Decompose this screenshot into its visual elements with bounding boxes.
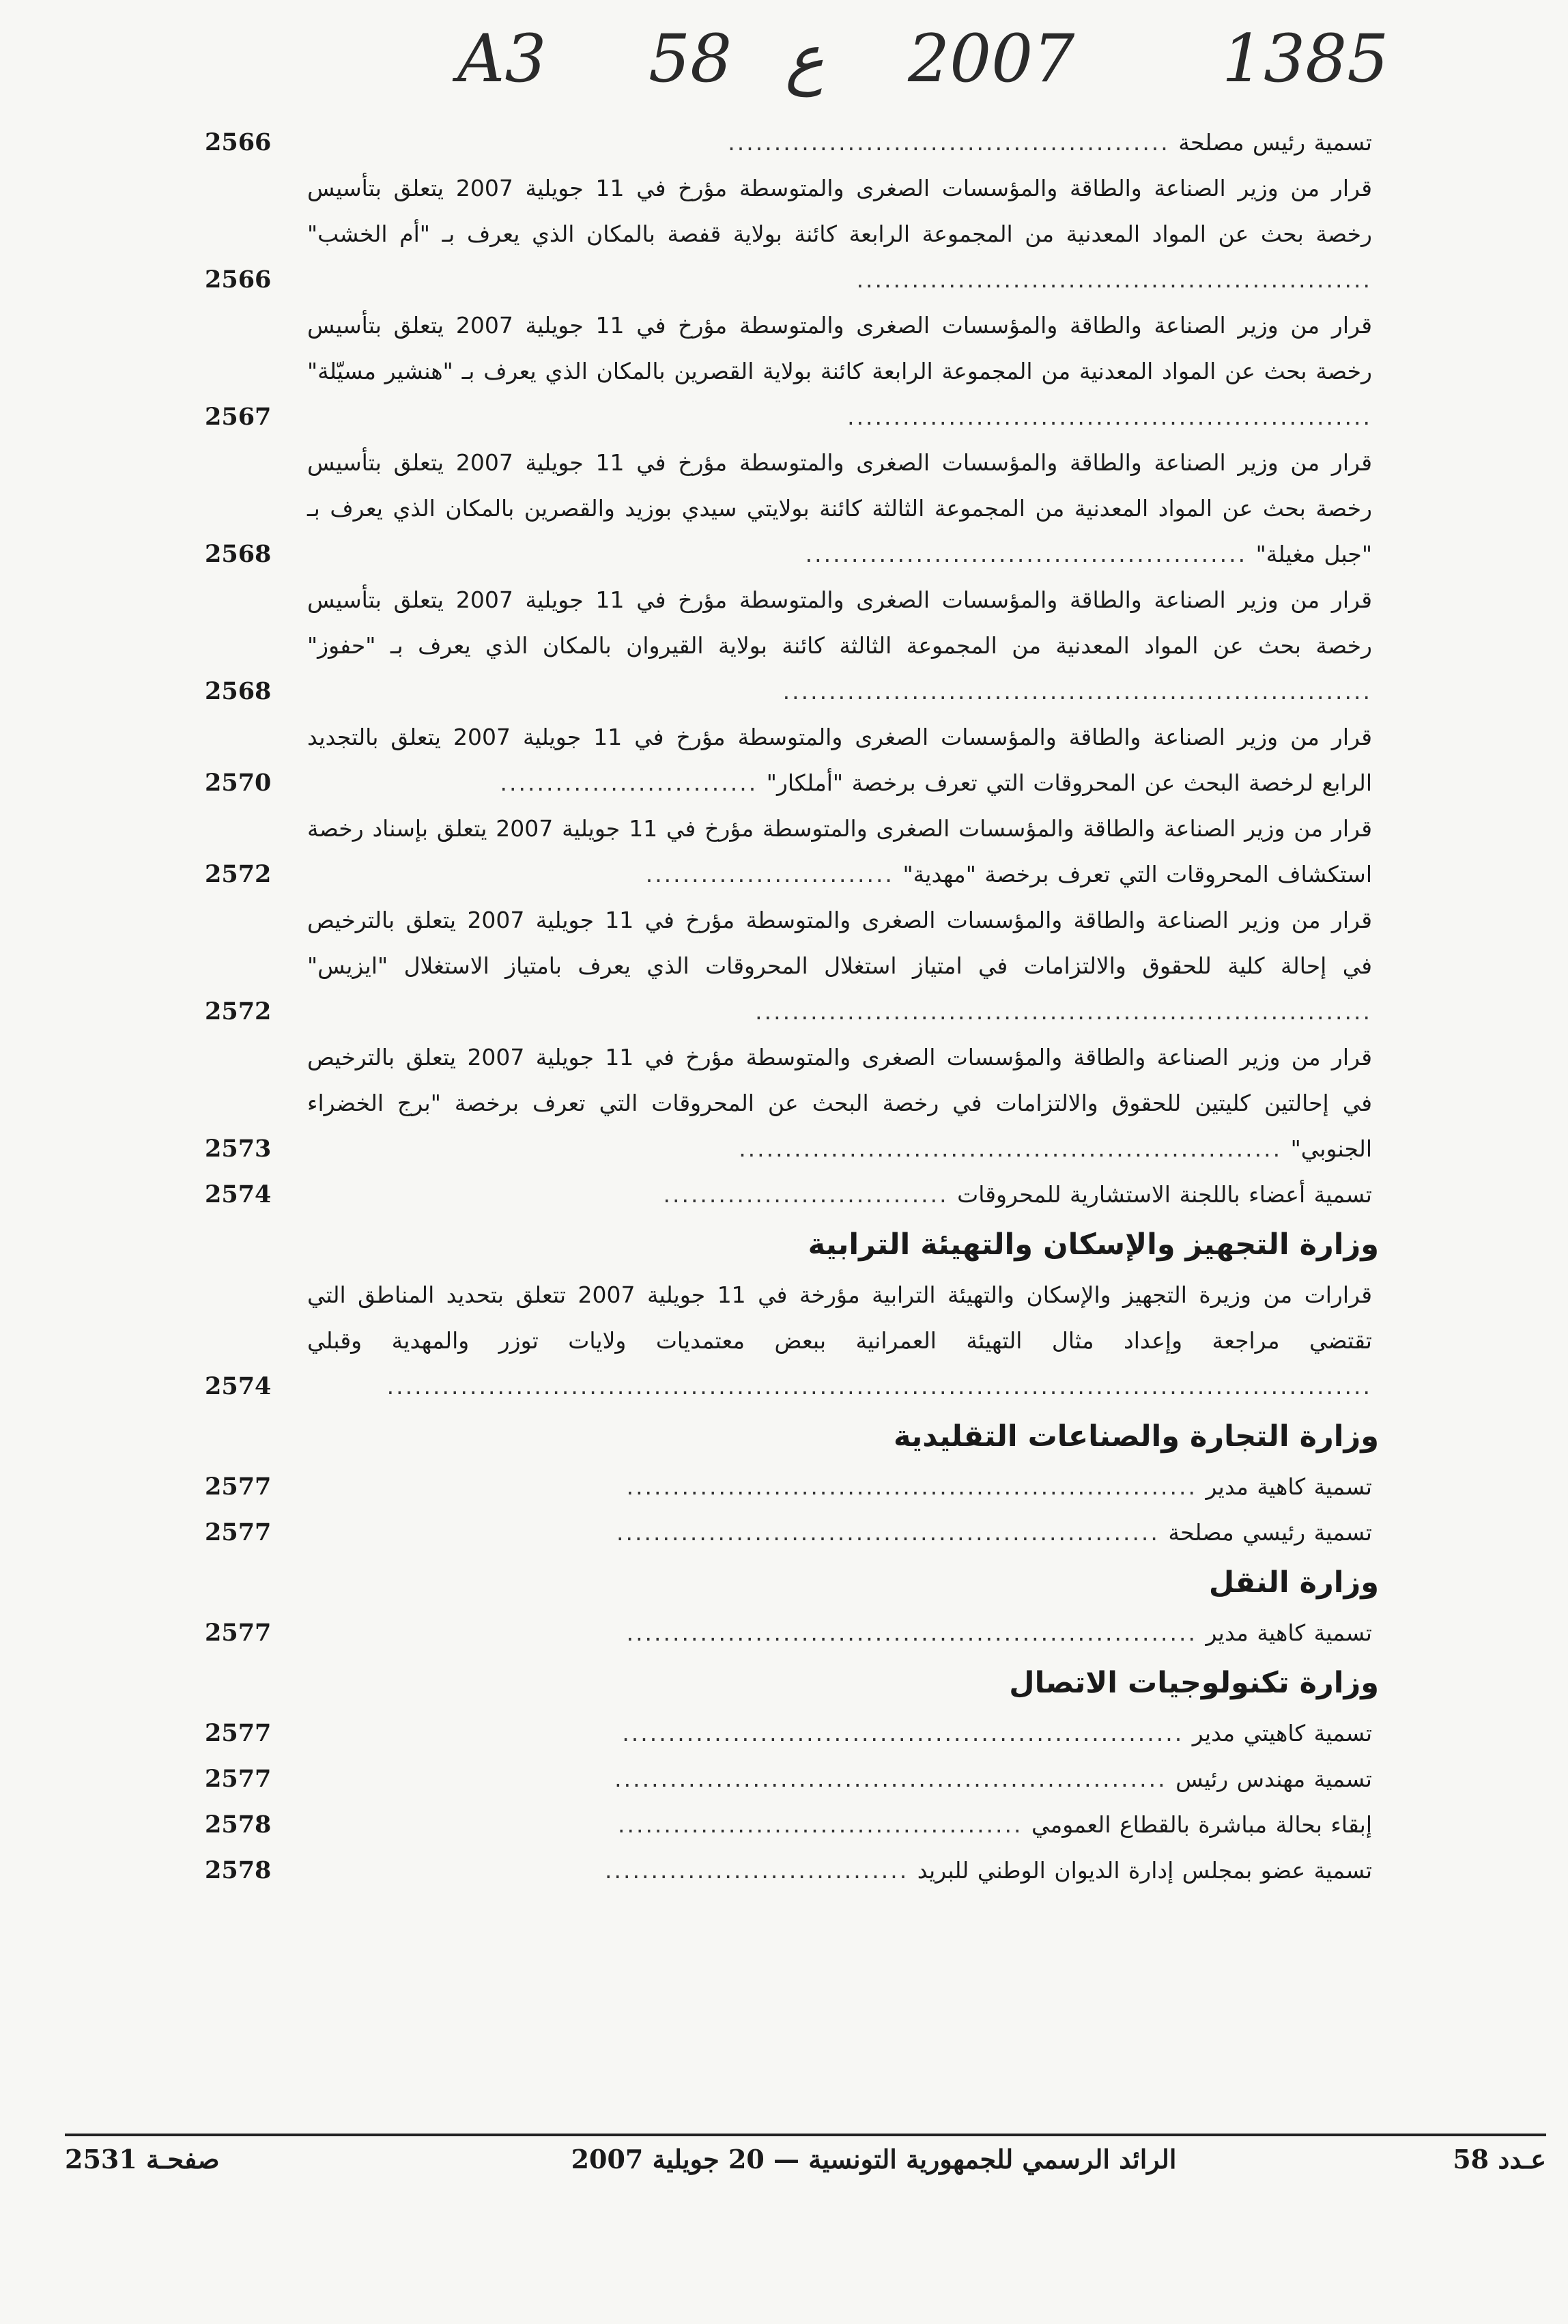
leader-dots: ......................................................... xyxy=(847,403,1372,430)
ministry-heading: وزارة التجارة والصناعات التقليدية xyxy=(894,1419,1379,1454)
ministry-heading: وزارة تكنولوجيات الاتصال xyxy=(1009,1666,1379,1700)
toc-entry-text xyxy=(307,302,1372,440)
leader-dots: ................................................................... xyxy=(755,998,1372,1025)
toc-page-number: 2577 xyxy=(205,1518,272,1546)
ministry-heading: وزارة التجهيز والإسكان والتهيئة الترابية xyxy=(808,1228,1379,1262)
toc-page-number: 2577 xyxy=(205,1619,272,1647)
toc-entry xyxy=(205,1464,1372,1510)
toc-entry-text xyxy=(307,1464,1372,1510)
leader-dots: ........................................................ xyxy=(856,266,1372,293)
toc-entry-title: تسمية رئيس مصلحة xyxy=(1178,129,1372,156)
toc-entry xyxy=(205,577,1372,714)
toc-page-number: 2574 xyxy=(205,1180,272,1208)
toc-page-number: 2567 xyxy=(205,403,272,431)
leader-dots: ................................................................ xyxy=(782,678,1372,705)
toc-entry-title: قرارات من وزيرة التجهيز والإسكان والتهيئة الترابية مؤرخة في 11 جويلية 2007 تتعلق بتحديد المناطق التي تقتضي مراجعة وإعداد مثال التهيئة العمرانية ببعض معتمديات ولايات توزر والمهدية وقبلي xyxy=(307,1281,1373,1354)
toc-entry xyxy=(205,1802,1372,1847)
leader-dots: ........................................................... xyxy=(739,1135,1283,1162)
leader-dots: ................................................ xyxy=(805,541,1248,567)
leader-dots: ................................. xyxy=(605,1857,909,1884)
toc-entry-text xyxy=(307,1756,1372,1802)
ministry-heading: وزارة النقل xyxy=(1208,1565,1379,1600)
issue-number: عـدد 58 xyxy=(1453,2144,1546,2174)
toc-page-number: 2566 xyxy=(205,266,272,294)
toc-page-number: 2577 xyxy=(205,1765,272,1793)
footer-divider xyxy=(65,2134,1546,2136)
toc-entry-title: تسمية كاهيتي مدير xyxy=(1192,1720,1372,1746)
toc-entry-title: قرار من وزير الصناعة والطاقة والمؤسسات الصغرى والمتوسطة مؤرخ في 11 جويلية 2007 يتعلق بتأسيس رخصة بحث عن المواد المعدنية من المجموعة الرابعة كائنة بولاية القصرين بالمكان الذي يعرف بـ "هنشير مسيّلة" xyxy=(307,312,1372,384)
toc-entry xyxy=(205,1510,1372,1555)
leader-dots: ........................... xyxy=(645,861,894,888)
toc-entry-title: تسمية كاهية مدير xyxy=(1206,1619,1372,1646)
handwritten-note: ع xyxy=(785,20,825,97)
toc-page-number: 2577 xyxy=(205,1719,272,1747)
toc-page-number: 2573 xyxy=(205,1135,272,1163)
toc-page-number: 2566 xyxy=(205,128,272,156)
toc-entry-text xyxy=(307,1172,1372,1217)
toc-entry-title: قرار من وزير الصناعة والطاقة والمؤسسات الصغرى والمتوسطة مؤرخ في 11 جويلية 2007 يتعلق بالترخيص في إحالة كلية للحقوق والالتزامات في امتياز استغلال المحروقات الذي يعرف بامتياز الاستغلال "ايزيس" xyxy=(307,907,1373,979)
leader-dots: ............................................................ xyxy=(614,1766,1167,1792)
toc-page-number: 2578 xyxy=(205,1856,272,1884)
journal-title-date: الرائد الرسمي للجمهورية التونسية — 20 جويلية 2007 xyxy=(571,2144,1177,2174)
toc-entry-text xyxy=(307,1802,1372,1847)
leader-dots: .............................................................. xyxy=(626,1619,1197,1646)
toc-entry xyxy=(205,1034,1372,1172)
leader-dots: ............................................................. xyxy=(622,1720,1184,1746)
leader-dots: ................................................ xyxy=(728,129,1170,156)
toc-entry-text xyxy=(307,1847,1372,1893)
toc-entry-text xyxy=(307,165,1372,302)
toc-entry-text xyxy=(307,119,1372,165)
toc-entry-text xyxy=(307,806,1372,897)
toc-entry xyxy=(205,119,1372,165)
toc-page-number: 2570 xyxy=(205,769,272,797)
handwritten-note: 1385 xyxy=(1222,20,1389,97)
toc-entry xyxy=(205,1756,1372,1802)
toc-entry-text xyxy=(307,440,1372,577)
toc-entry xyxy=(205,1272,1372,1409)
toc-entry-text xyxy=(307,714,1372,806)
toc-page-number: 2568 xyxy=(205,540,272,568)
toc-entry xyxy=(205,440,1372,577)
toc-entry-title: قرار من وزير الصناعة والطاقة والمؤسسات الصغرى والمتوسطة مؤرخ في 11 جويلية 2007 يتعلق بتأسيس رخصة بحث عن المواد المعدنية من المجموعة الرابعة كائنة بولاية قفصة بالمكان الذي يعرف بـ "أم الخشب" xyxy=(307,175,1372,247)
leader-dots: ............................................ xyxy=(617,1811,1023,1838)
toc-entry-title: قرار من وزير الصناعة والطاقة والمؤسسات الصغرى والمتوسطة مؤرخ في 11 جويلية 2007 يتعلق بتأسيس رخصة بحث عن المواد المعدنية من المجموعة الثالثة كائنة بولايتي سيدي بوزيد والقصرين بالمكان الذي يعرف بـ "جبل مغيلة" xyxy=(307,449,1372,567)
toc-entry xyxy=(205,1847,1372,1893)
page-footer xyxy=(65,2144,1546,2185)
toc-entry-title: قرار من وزير الصناعة والطاقة والمؤسسات الصغرى والمتوسطة مؤرخ في 11 جويلية 2007 يتعلق بإسناد رخصة استكشاف المحروقات التي تعرف برخصة "مهدية" xyxy=(307,815,1372,888)
toc-entry-title: قرار من وزير الصناعة والطاقة والمؤسسات الصغرى والمتوسطة مؤرخ في 11 جويلية 2007 يتعلق بالتجديد الرابع لرخصة البحث عن المحروقات التي تعرف برخصة "أملكار" xyxy=(307,724,1373,796)
toc-entry-text xyxy=(307,1510,1372,1555)
toc-entry-title: إبقاء بحالة مباشرة بالقطاع العمومي xyxy=(1031,1811,1372,1838)
toc-page-number: 2568 xyxy=(205,677,272,705)
toc-entry-title: تسمية كاهية مدير xyxy=(1206,1473,1372,1500)
table-of-contents xyxy=(205,119,1379,1893)
toc-entry-title: تسمية أعضاء باللجنة الاستشارية للمحروقات xyxy=(957,1181,1372,1208)
toc-page-number: 2572 xyxy=(205,997,272,1025)
leader-dots: ............................... xyxy=(663,1181,949,1208)
toc-entry xyxy=(205,1172,1372,1217)
handwritten-note: 2007 xyxy=(908,20,1075,97)
toc-entry-text xyxy=(307,1710,1372,1756)
toc-entry-text xyxy=(307,1034,1372,1172)
toc-entry-text xyxy=(307,1610,1372,1656)
leader-dots: ........................................................... xyxy=(616,1519,1160,1546)
handwritten-note: A3 xyxy=(457,20,547,97)
toc-page-number: 2574 xyxy=(205,1372,272,1400)
toc-entry-title: تسمية عضو بمجلس إدارة الديوان الوطني للبريد xyxy=(917,1857,1372,1884)
toc-entry xyxy=(205,806,1372,897)
handwritten-note: 58 xyxy=(648,20,732,97)
toc-entry-text xyxy=(307,897,1372,1034)
toc-entry-title: قرار من وزير الصناعة والطاقة والمؤسسات الصغرى والمتوسطة مؤرخ في 11 جويلية 2007 يتعلق بتأسيس رخصة بحث عن المواد المعدنية من المجموعة الثالثة كائنة بولاية القيروان بالمكان الذي يعرف بـ "حفوز" xyxy=(307,586,1372,659)
toc-page-number: 2577 xyxy=(205,1473,272,1501)
toc-entry-title: قرار من وزير الصناعة والطاقة والمؤسسات الصغرى والمتوسطة مؤرخ في 11 جويلية 2007 يتعلق بالترخيص في إحالتين كليتين للحقوق والالتزامات في رخصة البحث عن المحروقات التي تعرف برخصة "برج الخضراء الجنوبي" xyxy=(307,1044,1373,1162)
handwritten-annotation xyxy=(0,20,1568,102)
toc-entry xyxy=(205,714,1372,806)
toc-page-number: 2572 xyxy=(205,860,272,888)
toc-entry xyxy=(205,302,1372,440)
toc-entry xyxy=(205,1610,1372,1656)
toc-entry-title: تسمية مهندس رئيس xyxy=(1175,1766,1372,1792)
leader-dots: .............................................................. xyxy=(626,1473,1197,1500)
toc-entry-title: تسمية رئيسي مصلحة xyxy=(1168,1519,1372,1546)
toc-entry xyxy=(205,1710,1372,1756)
toc-entry-text xyxy=(307,1272,1372,1409)
toc-page-number: 2578 xyxy=(205,1811,272,1839)
leader-dots: ............................ xyxy=(500,769,758,796)
toc-entry-text xyxy=(307,577,1372,714)
page-number: صفحـة 2531 xyxy=(65,2144,220,2174)
toc-entry xyxy=(205,165,1372,302)
toc-entry xyxy=(205,897,1372,1034)
leader-dots: ........................................................................................................... xyxy=(386,1373,1372,1400)
